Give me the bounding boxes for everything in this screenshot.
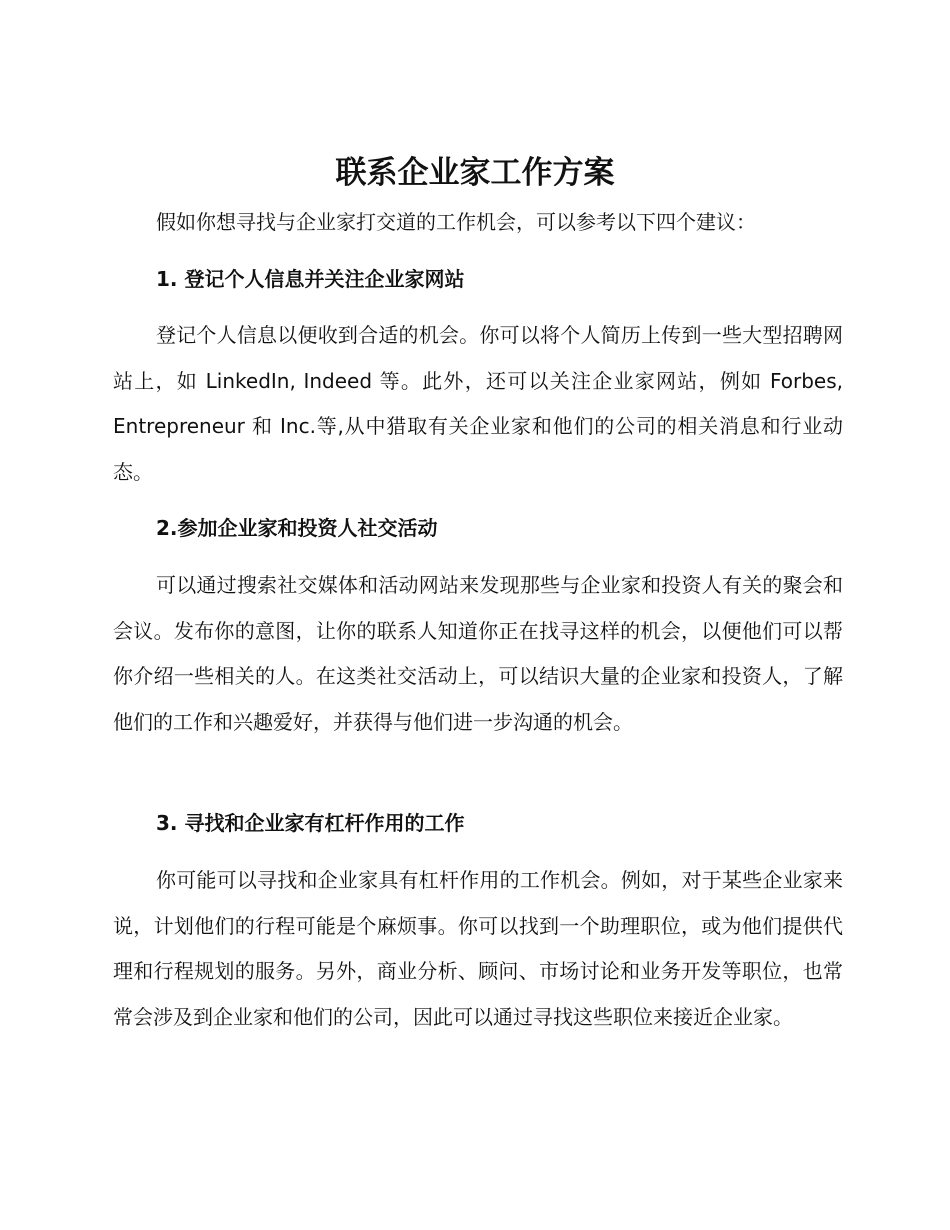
section-body-1: 登记个人信息以便收到合适的机会。你可以将个人简历上传到一些大型招聘网站上，如 LinkedIn, Indeed 等。此外，还可以关注企业家网站，例如 Forbes, Entrepreneur 和 Inc.等,从中猎取有关企业家和他们的公司的相关消息和行业动态。 — [113, 323, 843, 484]
section-body-3: 你可能可以寻找和企业家具有杠杆作用的工作机会。例如，对于某些企业家来说，计划他们的行程可能是个麻烦事。你可以找到一个助理职位，或为他们提供代理和行程规划的服务。另外，商业分析、顾问、市场讨论和业务开发等职位，也常常会涉及到企业家和他们的公司，因此可以通过寻找这些职位来接近企业家。 — [113, 868, 843, 1029]
section-heading-3: 3. 寻找和企业家有杠杆作用的工作 — [156, 811, 465, 835]
section-heading-1: 1. 登记个人信息并关注企业家网站 — [156, 267, 465, 291]
section-heading-2: 2.参加企业家和投资人社交活动 — [156, 516, 438, 540]
document-title: 联系企业家工作方案 — [335, 155, 615, 191]
section-body-2: 可以通过搜索社交媒体和活动网站来发现那些与企业家和投资人有关的聚会和会议。发布你的意图，让你的联系人知道你正在找寻这样的机会，以便他们可以帮你介绍一些相关的人。在这类社交活动上，可以结识大量的企业家和投资人，了解他们的工作和兴趣爱好，并获得与他们进一步沟通的机会。 — [113, 573, 843, 734]
intro-paragraph: 假如你想寻找与企业家打交道的工作机会，可以参考以下四个建议： — [156, 210, 756, 234]
